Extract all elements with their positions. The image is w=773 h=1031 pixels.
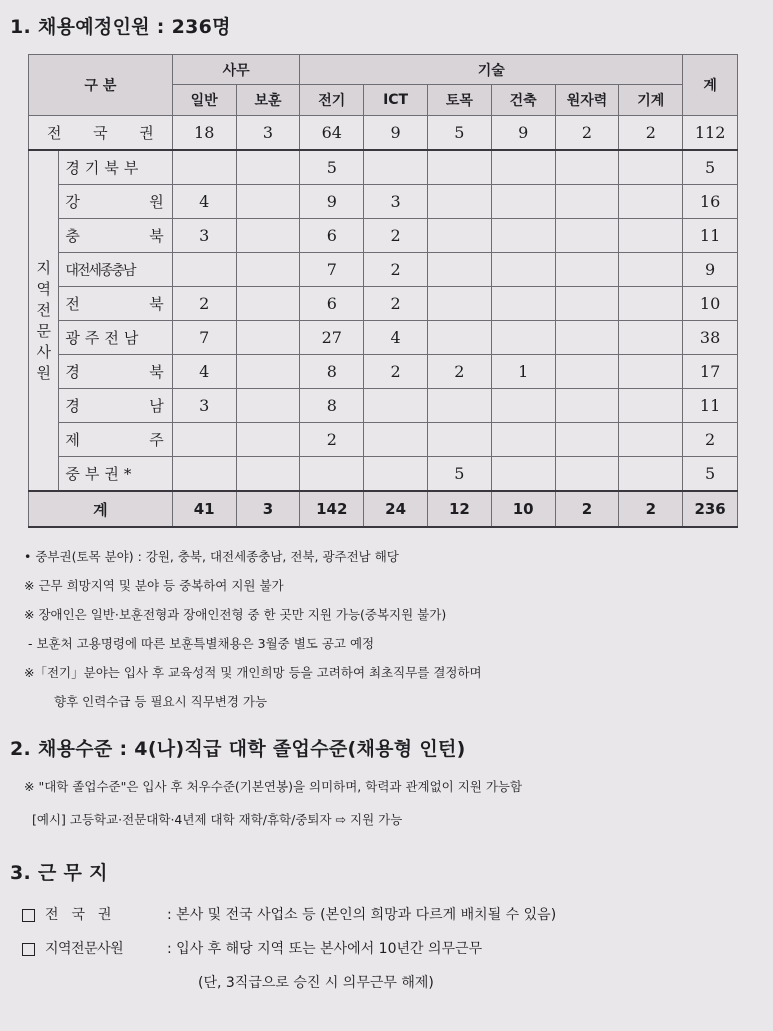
- table-cell: 2: [364, 355, 428, 389]
- region-name: 대전세종충남: [59, 253, 172, 287]
- workplace-condition: (단, 3직급으로 승진 시 의무근무 해제): [198, 975, 434, 991]
- table-cell: 5: [427, 457, 491, 492]
- table-cell: 38: [683, 321, 738, 355]
- table-cell: [236, 423, 300, 457]
- region-name: 경기북부: [59, 150, 172, 185]
- table-cell: [427, 150, 491, 185]
- table-cell: [491, 150, 555, 185]
- table-cell: [427, 253, 491, 287]
- regional-group-label: 지역전문사원: [29, 150, 59, 491]
- table-cell: [555, 219, 619, 253]
- table-cell: 5: [427, 116, 491, 151]
- table-cell: [555, 185, 619, 219]
- table-cell: 8: [300, 389, 364, 423]
- table-cell: [491, 219, 555, 253]
- table-cell: [236, 287, 300, 321]
- table-cell: [300, 457, 364, 492]
- section-1-title: 1. 채용예정인원 : 236명: [10, 16, 231, 38]
- table-cell: [236, 219, 300, 253]
- col-nuclear: 원자력: [555, 85, 619, 116]
- region-name: 제 주: [59, 423, 172, 457]
- checkbox-icon: [22, 943, 35, 956]
- col-ict: ICT: [364, 85, 428, 116]
- table-cell: 2: [427, 355, 491, 389]
- section-2-title: 2. 채용수준 : 4(나)직급 대학 졸업수준(채용형 인턴): [10, 738, 466, 760]
- table-cell: 2: [364, 287, 428, 321]
- table-cell: 2: [364, 253, 428, 287]
- table-cell: 11: [683, 389, 738, 423]
- table-cell: [491, 185, 555, 219]
- table-cell: [491, 457, 555, 492]
- table-cell: [555, 321, 619, 355]
- table-cell: [427, 185, 491, 219]
- region-name: 광주전남: [59, 321, 172, 355]
- table-cell: 3: [236, 116, 300, 151]
- table-cell: 12: [427, 491, 491, 527]
- table-cell: 8: [300, 355, 364, 389]
- section-3-title: 3. 근 무 지: [10, 862, 108, 884]
- table-cell: 112: [683, 116, 738, 151]
- section-2-body: [24, 770, 764, 836]
- table-cell: [427, 219, 491, 253]
- table-cell: [555, 423, 619, 457]
- table-cell: [619, 219, 683, 253]
- table-cell: 6: [300, 219, 364, 253]
- table-row: [29, 321, 738, 355]
- header-office: 사무: [172, 55, 300, 85]
- note-line: • 중부권(토목 분야) : 강원, 충북, 대전세종충남, 전북, 광주전남 해당: [24, 549, 399, 564]
- table-cell: [555, 355, 619, 389]
- table-cell: [555, 150, 619, 185]
- header-total: 계: [683, 55, 738, 116]
- table-cell: 2: [364, 219, 428, 253]
- table-cell: [427, 321, 491, 355]
- recruitment-table: [28, 54, 738, 528]
- table-cell: [236, 355, 300, 389]
- table-cell: 3: [172, 219, 236, 253]
- table-cell: [619, 185, 683, 219]
- workplace-label: 지역전문사원: [45, 941, 124, 957]
- table-cell: [619, 150, 683, 185]
- table-cell: 1: [491, 355, 555, 389]
- table-row: [29, 423, 738, 457]
- table-cell: 41: [172, 491, 236, 527]
- table-cell: 2: [555, 491, 619, 527]
- table-cell: 17: [683, 355, 738, 389]
- table-row: [29, 457, 738, 492]
- region-name: 경 남: [59, 389, 172, 423]
- table-cell: 9: [683, 253, 738, 287]
- col-civil: 토목: [427, 85, 491, 116]
- total-label: 계: [29, 491, 173, 527]
- table-cell: 7: [172, 321, 236, 355]
- table-cell: [555, 457, 619, 492]
- table-cell: 18: [172, 116, 236, 151]
- table-cell: [364, 150, 428, 185]
- table-cell: 9: [300, 185, 364, 219]
- note-line: - 보훈처 고용명령에 따른 보훈특별채용은 3월중 별도 공고 예정: [28, 636, 375, 651]
- table-notes: [24, 542, 764, 716]
- table-cell: [619, 389, 683, 423]
- table-cell: 236: [683, 491, 738, 527]
- table-cell: 3: [364, 185, 428, 219]
- table-cell: [364, 457, 428, 492]
- header-tech: 기술: [300, 55, 683, 85]
- col-electric: 전기: [300, 85, 364, 116]
- table-cell: [236, 185, 300, 219]
- table-cell: [619, 355, 683, 389]
- table-cell: [427, 423, 491, 457]
- col-machine: 기계: [619, 85, 683, 116]
- note-line: 향후 인력수급 등 필요시 직무변경 가능: [54, 694, 268, 709]
- workplace-item: [22, 898, 762, 932]
- table-cell: 3: [236, 491, 300, 527]
- table-row: [29, 253, 738, 287]
- table-cell: 5: [300, 150, 364, 185]
- table-cell: [236, 253, 300, 287]
- table-cell: [619, 423, 683, 457]
- note-line: ※「전기」분야는 입사 후 교육성적 및 개인희망 등을 고려하여 최초직무를 결정하며: [24, 665, 482, 680]
- table-cell: [619, 457, 683, 492]
- table-cell: [236, 150, 300, 185]
- table-cell: 5: [683, 457, 738, 492]
- table-cell: 64: [300, 116, 364, 151]
- table-cell: 2: [619, 116, 683, 151]
- table-row: [29, 219, 738, 253]
- table-cell: [364, 389, 428, 423]
- nation-row: [29, 116, 738, 151]
- section-2-example: [예시] 고등학교·전문대학·4년제 대학 재학/휴학/중퇴자 ⇨ 지원 가능: [32, 812, 403, 827]
- table-cell: 10: [683, 287, 738, 321]
- table-cell: 5: [683, 150, 738, 185]
- table-cell: [619, 287, 683, 321]
- total-row: [29, 491, 738, 527]
- note-line: ※ 장애인은 일반·보훈전형과 장애인전형 중 한 곳만 지원 가능(중복지원 불가): [24, 607, 447, 622]
- table-cell: [491, 389, 555, 423]
- workplace-text: : 입사 후 해당 지역 또는 본사에서 10년간 의무근무: [167, 941, 483, 957]
- table-cell: [619, 321, 683, 355]
- table-cell: 2: [683, 423, 738, 457]
- header-row: [29, 55, 738, 85]
- table-row: [29, 355, 738, 389]
- table-cell: 3: [172, 389, 236, 423]
- checkbox-icon: [22, 909, 35, 922]
- table-cell: [236, 321, 300, 355]
- col-veteran: 보훈: [236, 85, 300, 116]
- table-cell: 6: [300, 287, 364, 321]
- table-cell: [491, 321, 555, 355]
- nation-label: 전 국 권: [29, 116, 173, 151]
- table-cell: [491, 287, 555, 321]
- table-cell: 24: [364, 491, 428, 527]
- table-cell: [491, 253, 555, 287]
- table-cell: 2: [172, 287, 236, 321]
- table-cell: 9: [364, 116, 428, 151]
- table-row: [29, 185, 738, 219]
- region-name: 강 원: [59, 185, 172, 219]
- table-cell: 27: [300, 321, 364, 355]
- table-cell: [619, 253, 683, 287]
- table-cell: [555, 389, 619, 423]
- table-cell: 10: [491, 491, 555, 527]
- table-cell: 7: [300, 253, 364, 287]
- table-cell: 4: [364, 321, 428, 355]
- table-cell: [555, 253, 619, 287]
- table-row: [29, 389, 738, 423]
- note-line: ※ 근무 희망지역 및 분야 등 중복하여 지원 불가: [24, 578, 284, 593]
- table-cell: 4: [172, 355, 236, 389]
- region-name: 전 북: [59, 287, 172, 321]
- table-cell: 11: [683, 219, 738, 253]
- table-cell: [172, 423, 236, 457]
- table-cell: 16: [683, 185, 738, 219]
- table-cell: 9: [491, 116, 555, 151]
- workplace-text: : 본사 및 전국 사업소 등 (본인의 희망과 다르게 배치될 수 있음): [167, 907, 557, 923]
- region-name: 경 북: [59, 355, 172, 389]
- table-cell: 2: [619, 491, 683, 527]
- col-general: 일반: [172, 85, 236, 116]
- region-name: 충 북: [59, 219, 172, 253]
- section-2-note: ※ "대학 졸업수준"은 입사 후 처우수준(기본연봉)을 의미하며, 학력과 관계없이 지원 가능함: [24, 779, 523, 794]
- table-cell: [236, 389, 300, 423]
- table-cell: [236, 457, 300, 492]
- table-cell: [555, 287, 619, 321]
- table-row: [29, 287, 738, 321]
- table-cell: [172, 150, 236, 185]
- header-category: 구 분: [29, 55, 173, 116]
- table-cell: [427, 287, 491, 321]
- table-cell: [364, 423, 428, 457]
- workplace-item: [22, 932, 762, 966]
- table-cell: 4: [172, 185, 236, 219]
- table-cell: 2: [300, 423, 364, 457]
- region-name: 중부권*: [59, 457, 172, 492]
- table-cell: [172, 253, 236, 287]
- table-row: [29, 150, 738, 185]
- workplace-label: 전국권: [45, 907, 125, 923]
- table-cell: [427, 389, 491, 423]
- table-cell: 142: [300, 491, 364, 527]
- table-cell: [172, 457, 236, 492]
- col-architecture: 건축: [491, 85, 555, 116]
- table-cell: [491, 423, 555, 457]
- section-3-body: [22, 898, 762, 1000]
- table-cell: 2: [555, 116, 619, 151]
